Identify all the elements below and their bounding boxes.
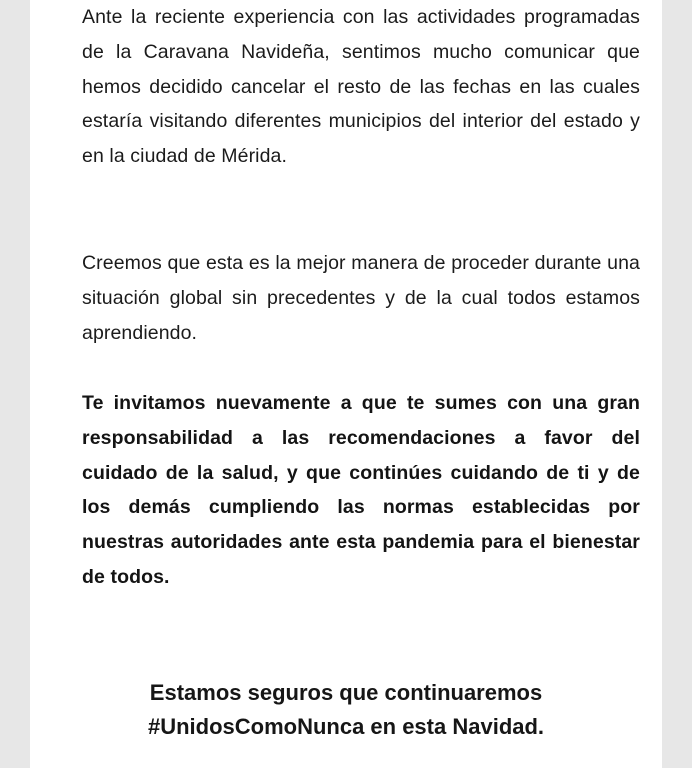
closing-line-1: Estamos seguros que continuaremos [149,680,543,705]
paragraph-health-invitation: Te invitamos nuevamente a que te sumes con una gran responsabilidad a las recomendaciones a favor del cuidado de la salud, y que continúes cuidando de ti y de los demás cumpliendo las normas establecidas por nuestras autoridades ante esta pandemia para el bienestar de todos. [82,392,640,588]
paragraph-reasoning: Creemos que esta es la mejor manera de proceder durante una situación global sin precedentes y de la cual todos estamos aprendiendo. [82,252,640,344]
paragraph-cancellation-notice: Ante la reciente experiencia con las actividades programadas de la Caravana Navideña, sentimos mucho comunicar que hemos decidido cancelar el resto de las fechas en las cuales estaría visitando diferentes municipios del interior del estado y en la ciudad de Mérida. [82,6,640,168]
message-card [30,0,662,768]
closing-statement [30,676,662,744]
closing-line-2-hashtag: #UnidosComoNunca en esta Navidad. [147,714,545,739]
